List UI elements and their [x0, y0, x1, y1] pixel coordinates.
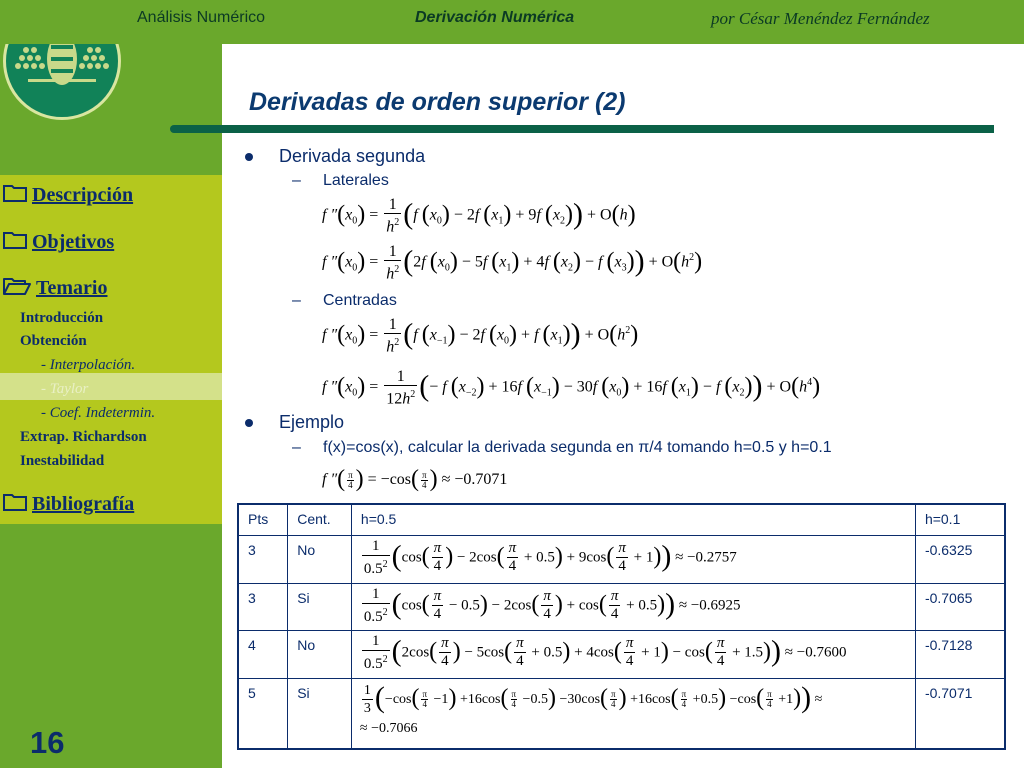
- subitem-centradas: – Centradas: [292, 292, 397, 309]
- cell-pts: 3: [238, 535, 288, 583]
- cell-pts: 5: [238, 678, 288, 749]
- table-row: [238, 678, 1005, 749]
- cell-h01: -0.6325: [915, 535, 1005, 583]
- table-row: [238, 583, 1005, 630]
- folder-icon: [2, 183, 28, 209]
- course-title: Análisis Numérico: [137, 9, 266, 26]
- author-credit: por César Menéndez Fernández: [711, 9, 930, 28]
- folder-icon: [2, 492, 28, 518]
- table-row: [238, 630, 1005, 678]
- subitem-laterales: – Laterales: [292, 172, 389, 189]
- menu-descripcion[interactable]: Descripción: [2, 183, 133, 209]
- table-header-row: [238, 504, 1005, 535]
- cell-cent: No: [288, 535, 352, 583]
- formula-lateral-2: f $''(x_0)$ = $\frac{1}{h^2}$ (2f $(x_0) - 5f$ $(x_1) + 4f$ $(x_2) - f$ $(x_3)) + O(h^2)$: [322, 243, 703, 283]
- temario-obtencion[interactable]: Obtención: [20, 333, 87, 349]
- temario-introduccion[interactable]: Introducción: [20, 310, 104, 326]
- header-h01: h=0.1: [915, 504, 1005, 535]
- cell-h01: -0.7128: [915, 630, 1005, 678]
- header-pts: Pts: [238, 504, 288, 535]
- bullet-dot: [245, 419, 253, 427]
- obtencion-taylor[interactable]: - Taylor: [41, 381, 89, 397]
- bullet-dot: [245, 153, 253, 161]
- cell-h01: -0.7065: [915, 583, 1005, 630]
- cell-cent: No: [288, 630, 352, 678]
- obtencion-coef-indetermin[interactable]: - Coef. Indetermin.: [41, 405, 156, 421]
- subitem-ejemplo-text: – f(x)=cos(x), calcular la derivada segunda en π/4 tomando h=0.5 y h=0.1: [292, 439, 832, 456]
- cell-formula: $\frac{1}{3}$ (−cos( $\frac{\pi}{4}$ −1) +16cos( $\frac{\pi}{4}$ −0.5) −30cos( $\frac{\pi}{4}$ ) +16cos( $\frac{\pi}{4}$ +0.5) −cos( $\frac{\pi}{4}$ +1)) ≈ ≈ −0.7066: [351, 678, 915, 749]
- temario-inestabilidad[interactable]: Inestabilidad: [20, 453, 105, 469]
- cell-formula: $\frac{1}{0.5^2}$ (cos( $\frac{\pi}{4}$ ) − 2cos( $\frac{\pi}{4}$ + 0.5) + 9cos( $\frac{\pi}{4}$ + 1)) ≈ −0.2757: [351, 535, 915, 583]
- cell-cent: Si: [288, 583, 352, 630]
- menu-temario[interactable]: Temario: [2, 276, 107, 302]
- sidebar: [0, 0, 222, 768]
- menu-objetivos[interactable]: Objetivos: [2, 230, 114, 256]
- bullet-ejemplo: Ejemplo: [279, 412, 344, 433]
- header-h05: h=0.5: [351, 504, 915, 535]
- cell-pts: 4: [238, 630, 288, 678]
- slide-title: Derivadas de orden superior (2): [249, 88, 626, 116]
- open-folder-icon: [2, 276, 32, 302]
- title-underline: [170, 125, 994, 133]
- topic-title: Derivación Numérica: [415, 9, 575, 26]
- cell-h01: -0.7071: [915, 678, 1005, 749]
- table-row: [238, 535, 1005, 583]
- bullet-derivada-segunda: Derivada segunda: [279, 146, 425, 167]
- formula-example: f ″( $\frac{\pi}{4}$ ) = −cos( $\frac{\pi}{4}$ ) ≈ −0.7071: [322, 466, 508, 492]
- formula-lateral-1: f $''(x_0)$ = $\frac{1}{h^2}$ (f $(x_0) - 2f$ $(x_1) + 9f$ $(x_2)) + O(h)$: [322, 196, 636, 236]
- temario-extrap-richardson[interactable]: Extrap. Richardson: [20, 429, 147, 445]
- page-number: 16: [30, 725, 65, 760]
- formula-centrada-2: f $''(x_0)$ = $\frac{1}{12h^2}$ (− f $(x_{-2}) + 16f$ $(x_{-1}) - 30f$ $(x_0) + 16f$ $(x_1) - f$ $(x_2)) + O(h^4)$: [322, 368, 821, 408]
- folder-icon: [2, 230, 28, 256]
- header-cent: Cent.: [288, 504, 352, 535]
- obtencion-interpolacion[interactable]: - Interpolación.: [41, 357, 136, 373]
- cell-formula: $\frac{1}{0.5^2}$ (2cos( $\frac{\pi}{4}$ ) − 5cos( $\frac{\pi}{4}$ + 0.5) + 4cos( $\frac{\pi}{4}$ + 1) − cos( $\frac{\pi}{4}$ + 1.5)) ≈ −0.7600: [351, 630, 915, 678]
- cell-cent: Si: [288, 678, 352, 749]
- cell-pts: 3: [238, 583, 288, 630]
- menu-bibliografia[interactable]: Bibliografía: [2, 492, 134, 518]
- results-table: [237, 503, 1006, 750]
- active-item-highlight: [0, 373, 222, 400]
- formula-centrada-1: f $''(x_0)$ = $\frac{1}{h^2}$ (f $(x_{-1}) - 2f$ $(x_0) + f$ $(x_1)) + O(h^2)$: [322, 316, 639, 356]
- cell-formula: $\frac{1}{0.5^2}$ (cos( $\frac{\pi}{4}$ − 0.5) − 2cos( $\frac{\pi}{4}$ ) + cos( $\frac{\pi}{4}$ + 0.5)) ≈ −0.6925: [351, 583, 915, 630]
